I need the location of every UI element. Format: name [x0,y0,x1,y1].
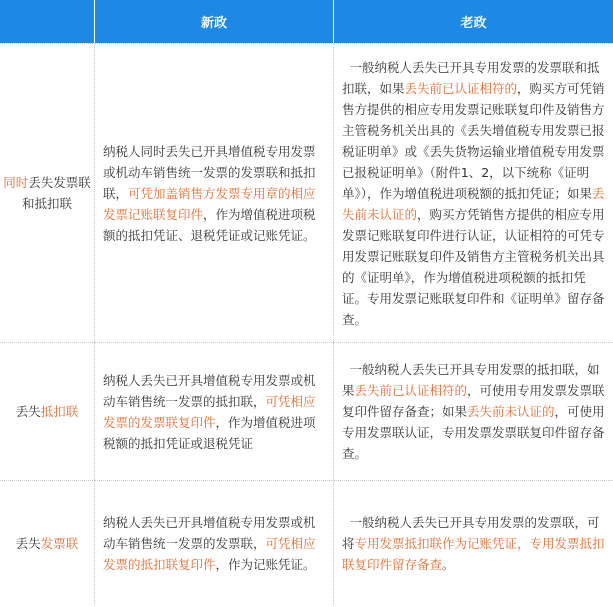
new-policy-cell [95,43,334,342]
highlighted-text: 可凭相应发票的抵扣联复印件 [103,535,316,572]
highlighted-text: 丢失前未认证的 [467,404,555,419]
category-text [2,533,92,554]
highlighted-text: 发票联 [40,535,79,551]
text-segment: 。 [442,556,455,572]
header-row [0,0,613,43]
highlighted-text: 同时 [3,175,29,190]
new-policy-text [103,370,325,454]
text-segment: ，作为增值税进项税额的抵扣凭证或退税凭证 [103,414,316,451]
text-segment: 纳税人同时丢失已开具增值税专用发票或机动车销售统一发票的发票联和抵扣联， [103,143,316,201]
header-category [0,0,95,43]
highlighted-text: 可凭相应发票的发票联复印件 [103,393,316,430]
text-segment: 纳税人丢失已开具增值税专用发票或机动车销售统一发票的发票联， [103,514,316,551]
text-segment: ，购买方可凭销售方提供的相应专用发票记账联复印件及销售方主管税务机关出具的《丢失增值税专用发票已报税证明单》或《丢失货物运输业增值税专用发票已报税证明单》（附件1、2，以下统称《证明单》），作为增值税进项税额的抵扣凭证；如果 [342,80,605,201]
text-segment: 丢失发票联和抵扣联 [21,175,91,211]
new-policy-text [103,141,325,246]
table-row [0,342,613,480]
text-segment: 一般纳税人丢失已开具专用发票的发票联和抵扣联，如果 [342,59,600,96]
old-policy-text [342,57,607,330]
table-row [0,43,613,342]
text-segment: 纳税人丢失已开具增值税专用发票或机动车销售统一发票的抵扣联， [103,372,316,409]
text-segment: 一般纳税人丢失已开具专用发票的抵扣联，如果 [342,362,600,398]
row-category-cell [0,43,95,342]
old-policy-cell [334,480,613,605]
text-segment: ，作为记账凭证。 [215,556,316,572]
old-policy-cell [334,43,613,342]
text-segment: ，可使用专用发票联认证，专用发票发票联复印件留存备查。 [342,404,605,461]
text-segment: ，可使用专用发票发票联复印件留存备查；如果 [342,383,605,419]
header-old-policy: 老政 [334,0,613,43]
text-segment: ，购买方凭销售方提供的相应专用发票记账联复印件进行认证，认证相符的可凭专用发票记账联复印件及销售方主管税务机关出具的《证明单》，作为增值税进项税额的抵扣凭证。专用发票记账联复印件和《证明单》留存备查。 [342,206,605,327]
old-policy-cell [334,342,613,480]
header-new-policy: 新政 [95,0,334,43]
category-text [2,401,92,422]
table-row [0,480,613,605]
new-policy-text [103,512,325,575]
text-segment: 一般纳税人丢失已开具专用发票的发票联，可将 [342,514,600,551]
highlighted-text: 丢失前已认证相符的 [404,80,518,96]
category-text [2,172,92,214]
highlighted-text: 专用发票抵扣联作为记账凭证，专用发票抵扣联复印件留存备查 [342,535,605,572]
row-category-cell [0,342,95,480]
highlighted-text: 丢失前未认证的 [342,185,605,222]
row-category-cell [0,480,95,605]
text-segment: ，作为增值税进项税额的抵扣凭证、退税凭证或记账凭证。 [103,206,316,243]
highlighted-text: 可凭加盖销售方发票专用章的相应发票记账联复印件 [103,185,316,222]
highlighted-text: 丢失前已认证相符的 [354,383,468,398]
text-segment: 丢失 [15,535,41,551]
old-policy-text [342,359,607,464]
text-segment: 丢失 [15,404,41,419]
old-policy-text [342,512,607,575]
new-policy-cell [95,480,334,605]
new-policy-cell [95,342,334,480]
highlighted-text: 抵扣联 [40,404,79,419]
